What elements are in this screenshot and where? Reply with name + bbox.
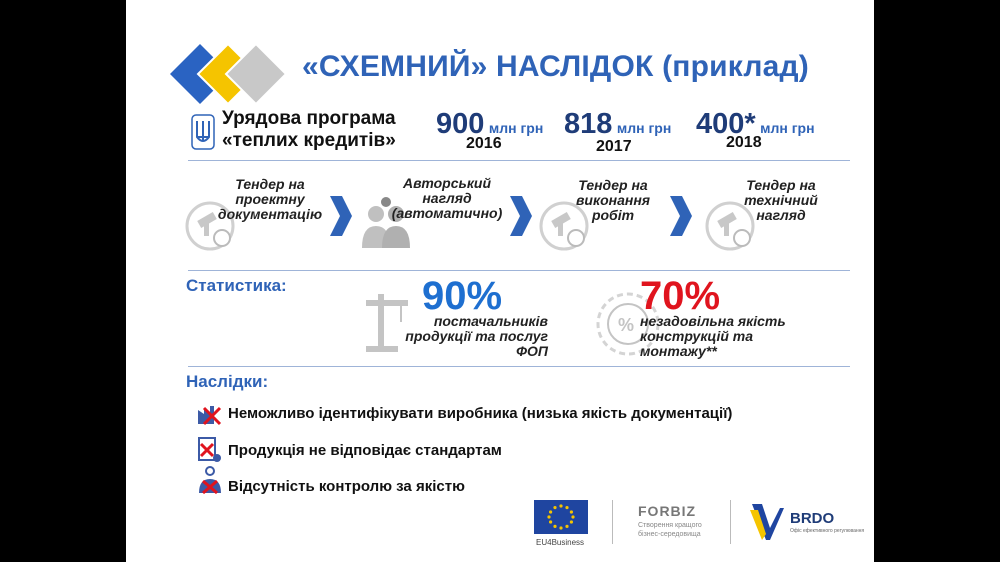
program-line-2: «теплих кредитів» [222,130,396,151]
step-line: проектну [235,191,305,207]
diamond-logo-icon [164,38,294,110]
trident-emblem-icon [190,113,216,151]
step-line: (автоматично) [391,205,503,221]
amount-unit: млн грн [760,120,815,136]
stat-line: незадовільна якість [640,313,786,329]
program-line-1: Урядова програма [222,108,396,129]
consequences-heading: Наслідки: [186,372,269,391]
stat-line: ФОП [516,343,548,359]
step-1 [210,177,330,222]
step-2 [382,176,512,221]
consequence-item: Продукція не відповідає стандартам [228,442,502,459]
stat-line: конструкцій та [640,328,754,344]
factory-cross-icon [196,402,222,426]
page-title: «СХЕМНИЙ» НАСЛІДОК (приклад) [302,50,809,83]
step-4 [726,178,836,223]
svg-text:%: % [618,315,635,335]
amount-value: 818 [564,108,613,140]
step-line: Тендер на [578,177,648,193]
brdo-logo: BRDO [790,510,835,527]
stat-percent-suppliers: 90% [422,274,503,318]
logo-separator [730,500,731,544]
chevron-right-icon [668,194,694,238]
divider [188,366,850,367]
inspector-cross-icon [196,465,224,495]
consequence-item: Відсутність контролю за якістю [228,478,465,495]
logo-separator [612,500,613,544]
forbiz-logo: FORBIZ [638,503,697,519]
amount-2017 [564,108,671,141]
amount-unit: млн грн [616,120,672,136]
consequence-item: Неможливо ідентифікувати виробника (низька якість документації) [228,405,733,422]
stat-desc-quality [640,314,786,359]
divider [188,160,850,161]
forbiz-tagline [638,521,702,539]
stat-line: продукції та послуг [405,328,548,344]
statistics-heading: Статистика: [186,276,287,295]
step-line: документацію [217,206,323,222]
year-label: 2016 [466,135,502,152]
step-line: нагляд [422,190,472,206]
brdo-mark-icon [748,500,788,542]
year-label: 2017 [596,138,632,155]
step-line: нагляд [756,207,806,223]
brdo-tagline: Офіс ефективного регулювання [790,528,865,534]
chevron-right-icon [508,194,534,238]
chevron-right-icon [328,194,354,238]
step-line: Тендер на [235,176,305,192]
amount-value: 900 [436,108,485,140]
step-line: технічний [744,192,818,208]
amount-value: 400* [696,108,756,140]
divider [188,270,850,271]
step-3 [558,178,668,223]
forbiz-line: Створення кращого [638,522,702,529]
slide [126,0,874,562]
document-cross-icon [196,436,222,464]
program-name [222,108,396,152]
stat-line: монтажу** [640,343,717,359]
amount-unit: млн грн [488,120,544,136]
eu-logo-text: EU4Business [536,538,585,547]
step-line: Тендер на [746,177,816,193]
step-line: робіт [591,207,635,223]
step-line: виконання [575,192,651,208]
stat-percent-quality: 70% [640,274,721,318]
eu-flag-icon [534,500,588,534]
stat-line: постачальників [433,313,548,329]
forbiz-line: бізнес-середовища [638,531,701,538]
year-label: 2018 [726,134,762,151]
step-line: Авторський [402,175,492,191]
stat-desc-suppliers [388,314,548,359]
